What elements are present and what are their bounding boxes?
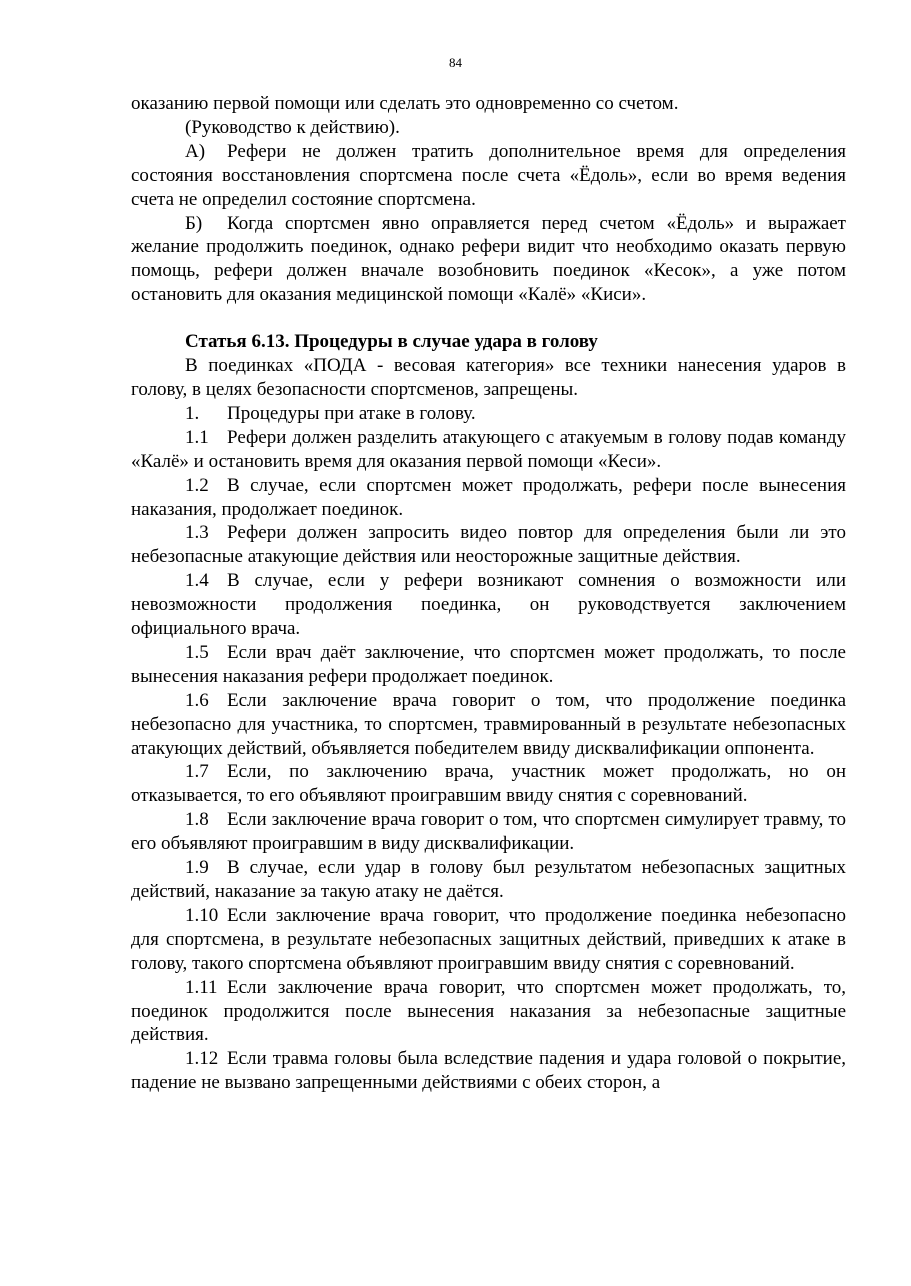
list-item: 1.3 Рефери должен запросить видео повтор для определения были ли это небезопасные атакующие действия или неосторожные защитные действия. (131, 522, 846, 568)
item-number: 1.7 (185, 761, 209, 783)
item-number: 1.6 (185, 689, 209, 711)
paragraph: оказанию первой помощи или сделать это одновременно со счетом. (131, 93, 679, 114)
item-number: 1.3 (185, 522, 209, 544)
list-item: 1.6 Если заключение врача говорит о том, что продолжение поединка небезопасно для участника, то спортсмен, травмированный в результате небезопасных атакующих действий, объявляется победителем ввиду дисквалификации оппонента. (131, 689, 846, 759)
page-number: 84 (449, 55, 462, 70)
list-item: 1.8 Если заключение врача говорит о том, что спортсмен симулирует травму, то его объявляют проигравшим в виду дисквалификации. (131, 809, 846, 855)
item-number: 1.2 (185, 474, 209, 496)
item-number: 1.11 (185, 976, 218, 998)
section-spacer (131, 307, 846, 330)
list-item: 1.4 В случае, если у рефери возникают сомнения о возможности или невозможности продолжения поединка, он руководствуется заключением официального врача. (131, 570, 846, 640)
list-item: 1.5 Если врач даёт заключение, что спортсмен может продолжать, то после вынесения наказания рефери продолжает поединок. (131, 641, 846, 687)
paragraph: (Руководство к действию). (185, 116, 400, 138)
list-item: 1.10 Если заключение врача говорит, что продолжение поединка небезопасно для спортсмена, в результате небезопасных защитных действий, приведших к атаке в голову, такого спортсмена объявляют проигравшим ввиду снятия с соревнований. (131, 904, 846, 974)
item-number: 1. (185, 402, 200, 424)
item-number: 1.4 (185, 570, 209, 592)
item-number: 1.5 (185, 641, 209, 663)
list-item: 1.11 Если заключение врача говорит, что спортсмен может продолжать, то, поединок продолжится после вынесения наказания за небезопасные защитные действия. (131, 976, 846, 1046)
list-item: 1.2 В случае, если спортсмен может продолжать, рефери после вынесения наказания, продолжает поединок. (131, 474, 846, 520)
list-item: 1. Процедуры при атаке в голову. (185, 402, 476, 424)
page-body (131, 92, 846, 1095)
item-number: Б) (185, 212, 203, 234)
article-intro: В поединках «ПОДА - весовая категория» все техники нанесения ударов в голову, в целях безопасности спортсменов, запрещены. (131, 355, 846, 400)
paragraph-item-a: А) Рефери не должен тратить дополнительное время для определения состояния восстановления спортсмена после счета «Ёдоль», если во время ведения счета не определил состояние спортсмена. (131, 140, 846, 210)
item-number: 1.10 (185, 904, 219, 926)
article-heading: Статья 6.13. Процедуры в случае удара в голову (185, 331, 598, 353)
list-item: 1.7 Если, по заключению врача, участник может продолжать, но он отказывается, то его объявляют проигравшим ввиду снятия с соревнований. (131, 761, 846, 807)
item-number: А) (185, 140, 206, 162)
item-number: 1.9 (185, 857, 209, 879)
item-number: 1.8 (185, 809, 209, 831)
list-item: 1.12 Если травма головы была вследствие падения и удара головой о покрытие, падение не вызвано запрещенными действиями с обеих сторон, а (131, 1048, 846, 1094)
item-number: 1.1 (185, 426, 209, 448)
paragraph-item-b: Б) Когда спортсмен явно оправляется перед счетом «Ёдоль» и выражает желание продолжить поединок, однако рефери видит что необходимо оказать первую помощь, рефери должен вначале возобновить поединок «Кесок», а уже потом остановить для оказания медицинской помощи «Калё» «Киси». (131, 212, 846, 306)
item-number: 1.12 (185, 1048, 219, 1070)
list-item: 1.9 В случае, если удар в голову был результатом небезопасных защитных действий, наказание за такую атаку не даётся. (131, 857, 846, 902)
list-item: 1.1 Рефери должен разделить атакующего с атакуемым в голову подав команду «Калё» и остановить время для оказания первой помощи «Кеси». (131, 426, 846, 472)
